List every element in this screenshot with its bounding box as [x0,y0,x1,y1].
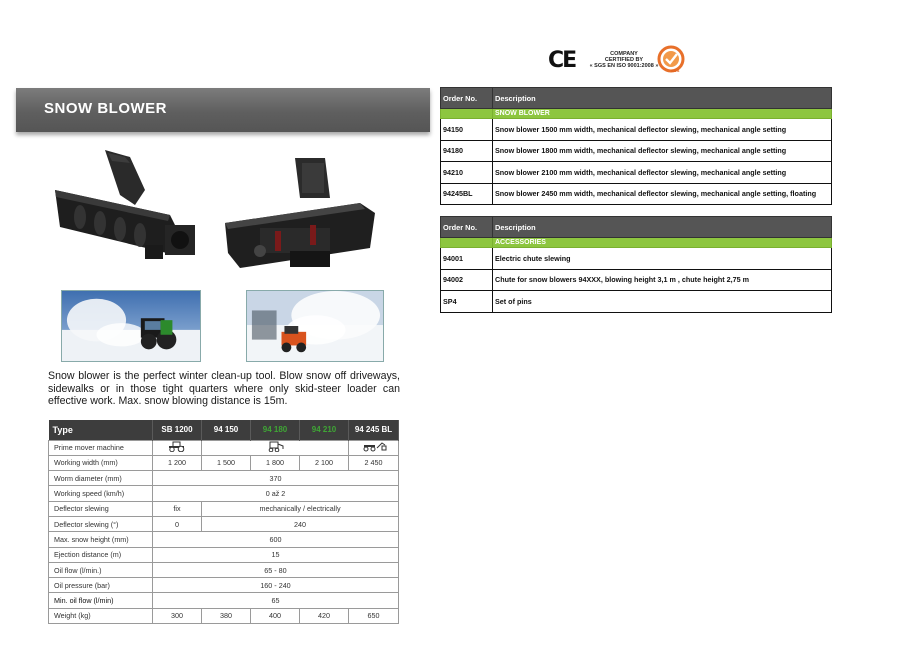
row-label: Weight (kg) [49,608,153,623]
order-number: 94210 [441,162,493,184]
row-label: Ejection distance (m) [49,547,153,562]
cell-value: 160 - 240 [153,578,399,593]
snow-blower-photo-rear [220,153,380,273]
cell-value: 0 až 2 [153,486,399,501]
description-header: Description [493,88,832,109]
table-row [441,291,832,313]
table-row [441,162,832,184]
cell-value: 380 [202,608,251,623]
cell-value: 0 [153,516,202,531]
tractor-icon [153,440,202,455]
order-number: SP4 [441,291,493,313]
skid-steer-loader-icon [202,440,349,455]
table-row [49,578,399,593]
table-row [441,248,832,270]
table-row [49,471,399,486]
table-row [49,593,399,608]
cell-value: 1 500 [202,455,251,470]
cell-value: 420 [300,608,349,623]
spec-header-type: Type [49,420,153,440]
order-no-header: Order No. [441,88,493,109]
description-header: Description [493,217,832,238]
cell-value: 65 [153,593,399,608]
snow-blower-photo-side [50,145,200,275]
table-row [49,532,399,547]
cell-value: 650 [349,608,399,623]
page-title: SNOW BLOWER [44,100,167,117]
table-row [49,608,399,623]
order-header-row [441,217,832,238]
spec-table [48,420,399,624]
spec-header-sb1200: SB 1200 [153,420,202,440]
order-number: 94150 [441,119,493,141]
category-row [441,109,832,119]
certification-logos [548,44,688,76]
table-row [441,269,832,291]
row-label: Max. snow height (mm) [49,532,153,547]
spec-header-94245bl: 94 245 BL [349,420,399,440]
cell-value: 2 450 [349,455,399,470]
spec-header-row [49,420,399,440]
order-description: Set of pins [493,291,832,313]
table-row [49,455,399,470]
cell-value: 2 100 [300,455,349,470]
category-label: ACCESSORIES [493,238,832,248]
row-label: Prime mover machine [49,440,153,455]
certification-text [584,51,664,69]
order-description: Snow blower 2450 mm width, mechanical deflector slewing, mechanical angle setting, floating [493,183,832,205]
tractor-snow-photo [61,290,201,362]
row-label: Deflector slewing [49,501,153,516]
spec-header-94150: 94 150 [202,420,251,440]
category-blank [441,238,493,248]
table-row [441,183,832,205]
table-row [49,516,399,531]
order-no-header: Order No. [441,217,493,238]
spec-header-94210: 94 210 [300,420,349,440]
cert-line-2: CERTIFIED BY [604,57,644,63]
table-row [441,140,832,162]
table-row [49,501,399,516]
row-label: Oil flow (l/min.) [49,562,153,577]
title-banner [16,88,430,132]
order-number: 94002 [441,269,493,291]
cell-value: 300 [153,608,202,623]
order-table-accessories [440,216,832,313]
row-label: Deflector slewing (°) [49,516,153,531]
cell-value: mechanically / electrically [202,501,399,516]
row-label: Worm diameter (mm) [49,471,153,486]
order-header-row [441,88,832,109]
table-row [49,440,399,455]
category-blank [441,109,493,119]
category-row [441,238,832,248]
cell-value: 1 800 [251,455,300,470]
order-number: 94001 [441,248,493,270]
order-description: Electric chute slewing [493,248,832,270]
order-number: 94245BL [441,183,493,205]
order-number: 94180 [441,140,493,162]
order-description: Snow blower 1800 mm width, mechanical deflector slewing, mechanical angle setting [493,140,832,162]
cell-value: 400 [251,608,300,623]
loader-snow-photo [246,290,384,362]
cell-value: fix [153,501,202,516]
loader-with-attachment-icon [349,440,399,455]
row-label: Min. oil flow (l/min) [49,593,153,608]
cell-value: 370 [153,471,399,486]
order-description: Snow blower 1500 mm width, mechanical deflector slewing, mechanical angle setting [493,119,832,141]
ce-mark-icon: CE [548,48,576,73]
row-label: Working width (mm) [49,455,153,470]
order-table-snow-blower [440,87,832,205]
row-label: Working speed (km/h) [49,486,153,501]
table-row [49,486,399,501]
table-row [441,119,832,141]
spec-header-94180: 94 180 [251,420,300,440]
cell-value: 65 - 80 [153,562,399,577]
table-row [49,547,399,562]
cert-line-1: COMPANY [610,51,638,57]
cell-value: 600 [153,532,399,547]
cell-value: 1 200 [153,455,202,470]
order-description: Snow blower 2100 mm width, mechanical deflector slewing, mechanical angle setting [493,162,832,184]
product-description: Snow blower is the perfect winter clean-up tool. Blow snow off driveways, sidewalks or in those tight quarters where only skid-steer loader can effective work. Max. snow blowing distance is 15m. [48,370,400,408]
sgs-label: SGS [671,68,680,73]
cell-value: 240 [202,516,399,531]
row-label: Oil pressure (bar) [49,578,153,593]
order-description: Chute for snow blowers 94XXX, blowing height 3,1 m , chute height 2,75 m [493,269,832,291]
table-row [49,562,399,577]
category-label: SNOW BLOWER [493,109,832,119]
cell-value: 15 [153,547,399,562]
cert-line-3: « SGS EN ISO 9001:2008 » [589,63,659,69]
